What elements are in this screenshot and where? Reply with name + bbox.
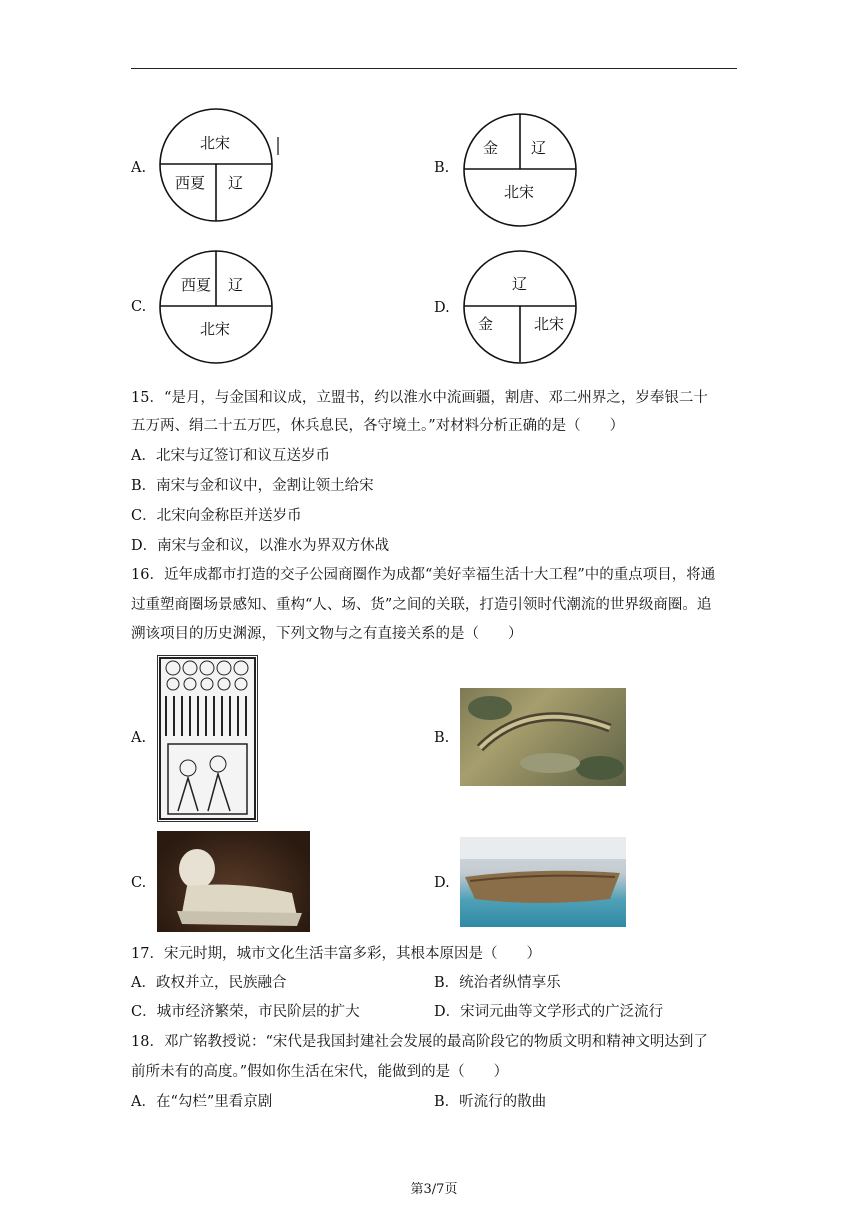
q14-b-bottom: 北宋 [504,183,535,201]
q15-stem-line2: 五万两、绢二十五万匹，休兵息民，各守境土。”对材料分析正确的是（ ） [131,418,625,434]
q14-option-a-label[interactable]: A. [131,160,147,176]
q16-stem-line3: 溯该项目的历史渊源，下列文物与之有直接关系的是（ ） [131,626,523,642]
q18-option-a[interactable]: A．在“勾栏”里看京剧 [131,1094,273,1110]
q14-b-topright: 辽 [531,139,547,157]
q14-option-b-diagram[interactable] [462,111,582,229]
q14-option-d-diagram[interactable] [462,248,582,366]
q14-c-topleft: 西夏 [181,276,212,294]
q14-option-d-label[interactable]: D. [434,300,450,316]
porcelain-child-pillow-image[interactable] [157,831,310,932]
q16-option-d-label[interactable]: D. [434,875,450,891]
q16-stem-line1: 16．近年成都市打造的交子公园商圈作为成都“美好幸福生活十大工程”中的重点项目，将通 [131,567,716,583]
q18-option-b[interactable]: B．听流行的散曲 [434,1094,547,1110]
q16-option-b-label[interactable]: B. [434,730,450,746]
song-ship-museum-image[interactable] [460,837,626,927]
q14-option-b-label[interactable]: B. [434,160,450,176]
jiaozi-banknote-image[interactable] [157,655,258,822]
q17-option-b[interactable]: B．统治者纵情享乐 [434,975,561,991]
q14-d-left: 金 [478,315,494,333]
q15-option-b[interactable]: B．南宋与金和议中，金割让领土给宋 [131,478,374,494]
q14-a-right: 辽 [228,174,244,192]
q15-option-d[interactable]: D．南宋与金和议，以淮水为界双方休战 [131,538,390,554]
q17-option-c[interactable]: C．城市经济繁荣，市民阶层的扩大 [131,1004,360,1020]
q14-c-bottom: 北宋 [200,320,231,338]
q14-c-topright: 辽 [228,276,244,294]
q14-option-c-label[interactable]: C. [131,299,147,315]
q14-option-c-diagram[interactable] [158,248,278,366]
q18-stem-line1: 18．邓广铭教授说：“宋代是我国封建社会发展的最高阶段它的物质文明和精神文明达到了 [131,1034,708,1050]
qingming-scroll-painting-image[interactable] [460,688,626,786]
q14-a-left: 西夏 [175,174,206,192]
q17-stem: 17．宋元时期，城市文化生活丰富多彩，其根本原因是（ ） [131,946,541,962]
q17-option-a[interactable]: A．政权并立，民族融合 [131,975,287,991]
q14-d-right: 北宋 [534,315,565,333]
q15-option-c[interactable]: C．北宋向金称臣并送岁币 [131,508,302,524]
q16-option-a-label[interactable]: A. [131,730,147,746]
q16-option-c-label[interactable]: C. [131,875,147,891]
q14-a-top: 北宋 [200,134,231,152]
q18-stem-line2: 前所未有的高度。”假如你生活在宋代，能做到的是（ ） [131,1064,509,1080]
q17-option-d[interactable]: D．宋词元曲等文学形式的广泛流行 [434,1004,664,1020]
q14-b-topleft: 金 [483,139,499,157]
q14-d-top: 辽 [512,275,528,293]
q15-stem-line1: 15．“是月，与金国和议成，立盟书，约以淮水中流画疆，割唐、邓二州界之，岁奉银二十 [131,390,708,406]
q16-stem-line2: 过重塑商圈场景感知、重构“人、场、货”之间的关联，打造引领时代潮流的世界级商圈。追 [131,597,712,613]
q15-option-a[interactable]: A．北宋与辽签订和议互送岁币 [131,448,330,464]
header-rule [131,68,737,69]
q14-option-a-diagram[interactable] [158,107,282,223]
page-number: 第3/7页 [410,1182,458,1197]
